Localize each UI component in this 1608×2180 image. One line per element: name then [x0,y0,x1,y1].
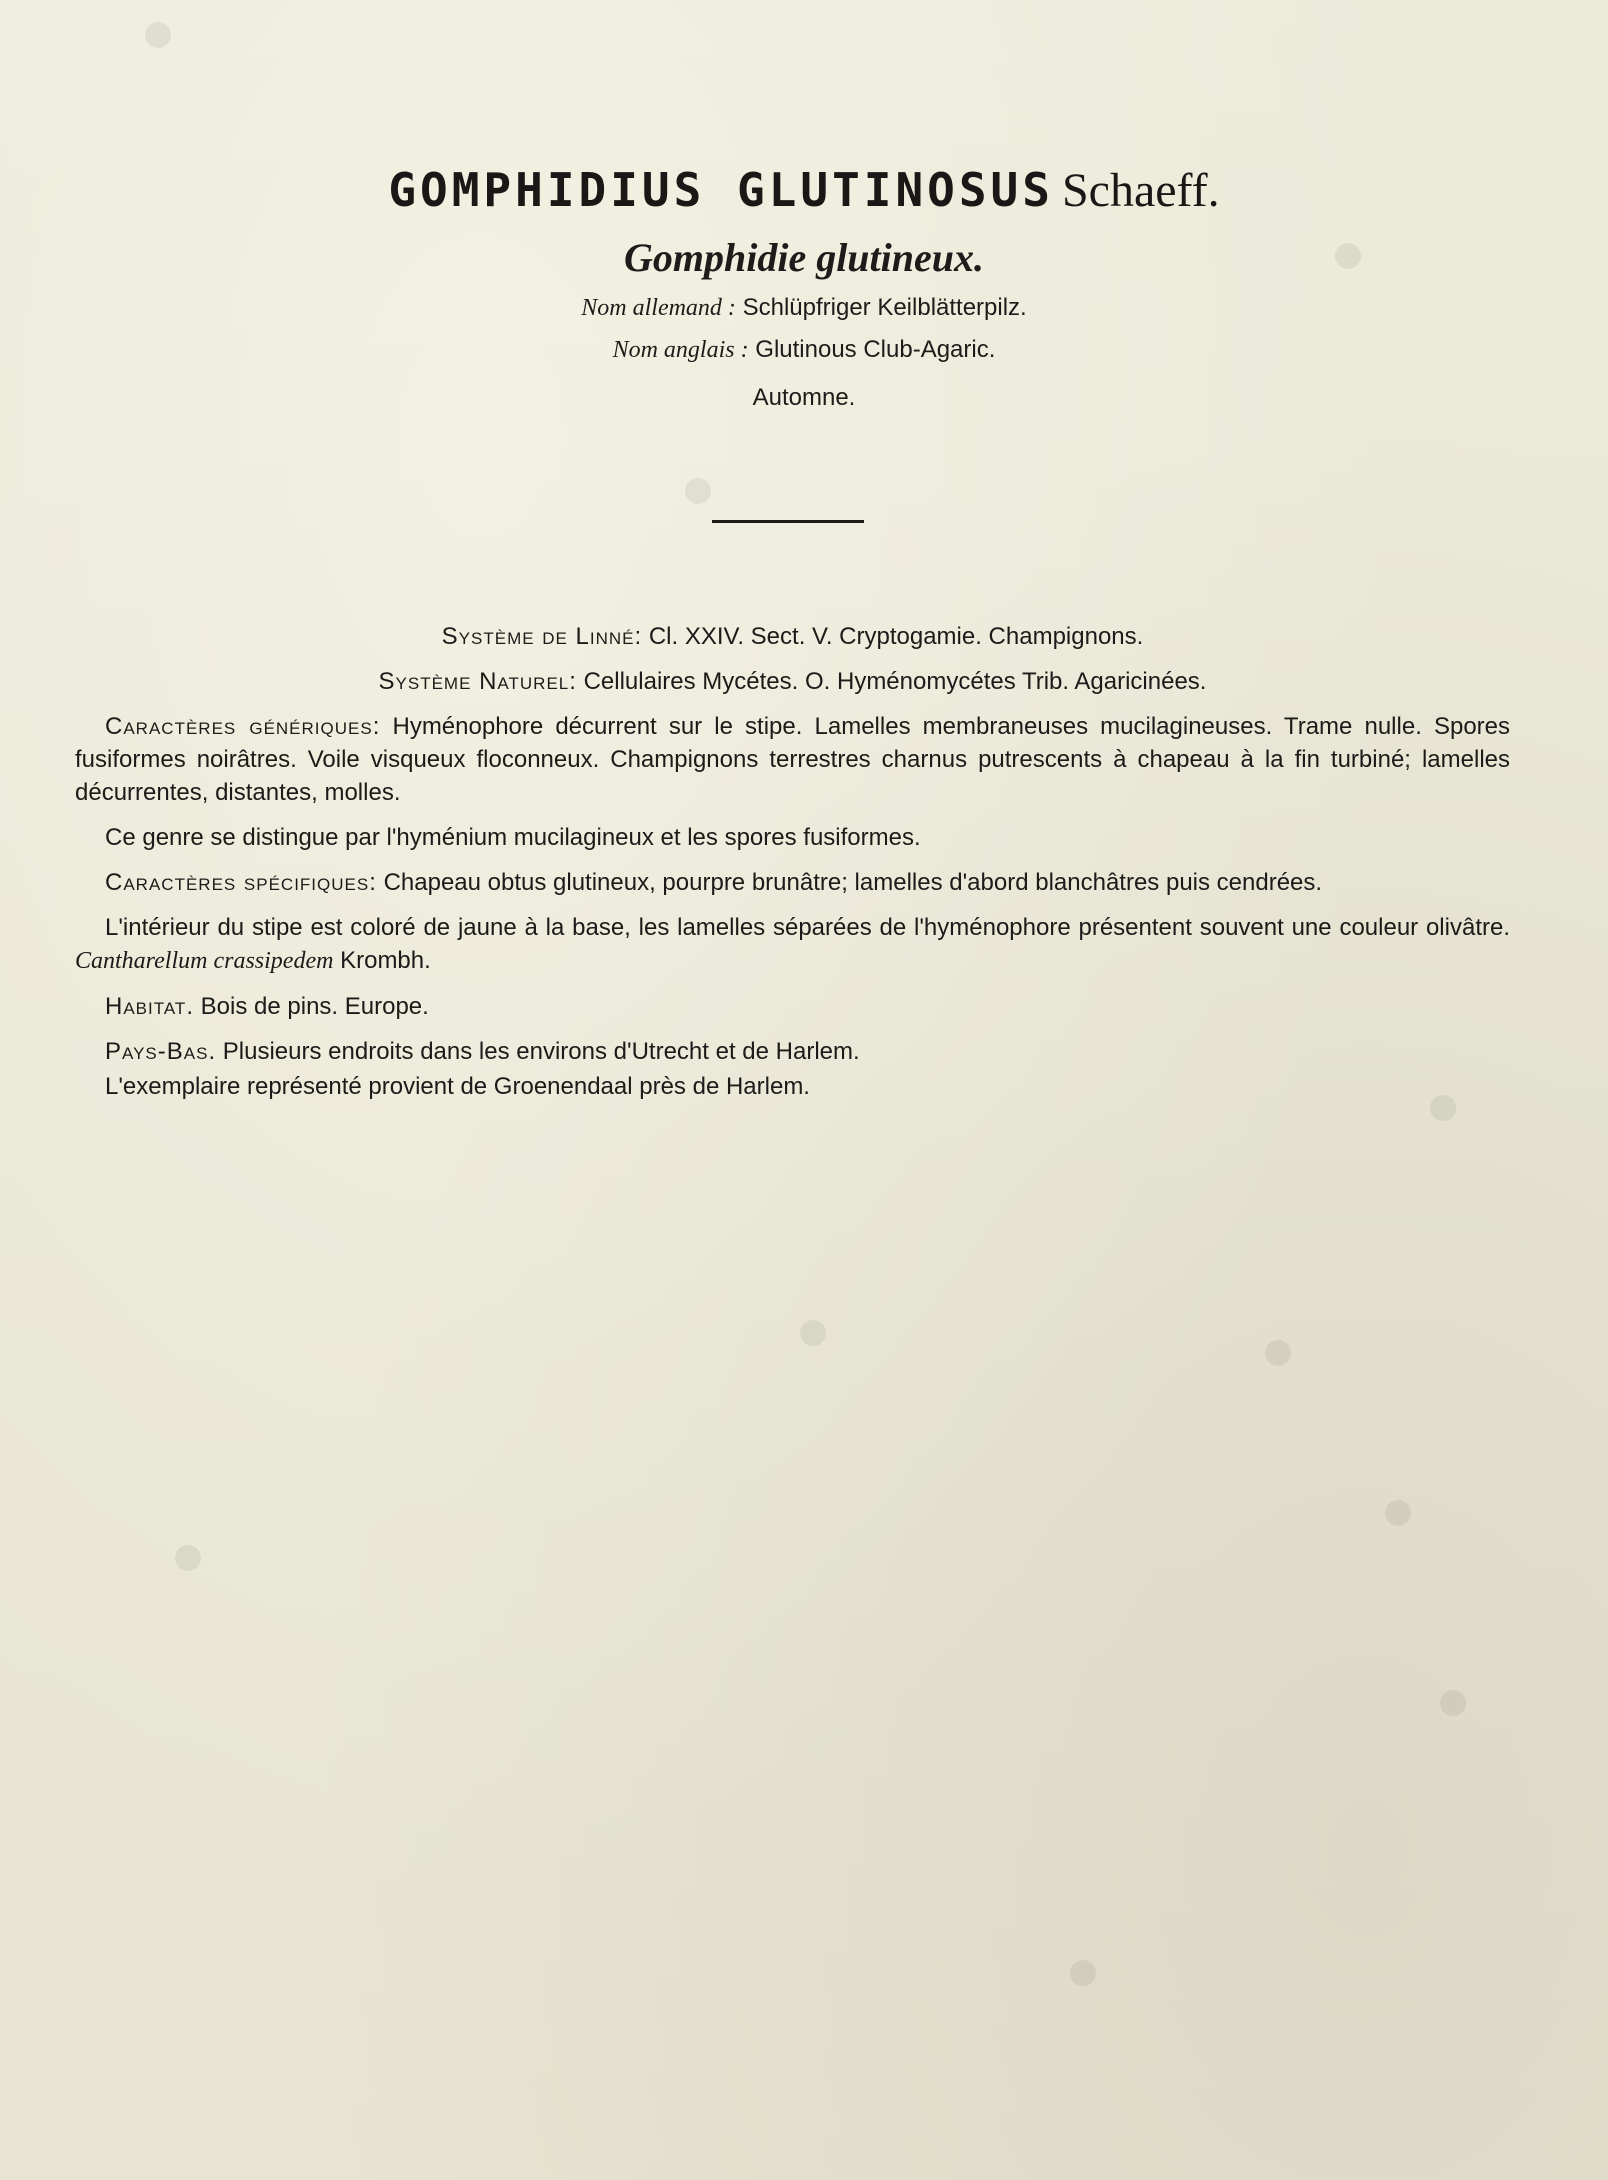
linne-label: Système de Linné: [441,623,643,650]
english-name-line [0,333,1608,367]
specific-characters [75,866,1510,899]
generiques-text: Hyménophore décurrent sur le stipe. Lamelles membraneuses mucilagineuses. Trame nulle. Spores fusiformes noirâtres. Voile visqueux floconneux. Champignons terrestres charnus putrescents à chapeau à la fin turbiné; lamelles décurrentes, distantes, molles. [75,713,1511,806]
paper-foxing-spot [685,478,711,504]
linne-text: Cl. XXIV. Sect. V. Cryptogamie. Champignons. [648,623,1144,650]
habitat-text: Bois de pins. Europe. [200,993,429,1020]
paper-foxing-spot [145,22,171,48]
english-name: Glutinous Club-Agaric. [755,336,996,363]
species-author: Schaeff. [1061,164,1220,217]
linne-system [75,620,1510,653]
genre-note: Ce genre se distingue par l'hyménium mucilagineux et les spores fusiformes. [105,824,921,851]
paysbas-text: Plusieurs endroits dans les environs d'Utrecht et de Harlem. [222,1038,860,1065]
species-name: GOMPHIDIUS GLUTINOSUS [388,163,1054,217]
generiques-label: Caractères génériques: [105,713,381,740]
paper-foxing-spot [800,1320,826,1346]
specifiques-text: Chapeau obtus glutineux, pourpre brunâtre; lamelles d'abord blanchâtres puis cendrées. [383,869,1323,896]
specimen-origin: L'exemplaire représenté provient de Groenendaal près de Harlem. [105,1073,810,1100]
description-body [75,620,1510,1115]
natural-system [75,665,1510,698]
synonym: Cantharellum crassipedem [75,948,334,974]
habitat-label: Habitat. [105,993,194,1020]
english-label: Nom anglais : [612,337,749,363]
paper-foxing-spot [1070,1960,1096,1986]
interior-note [75,911,1510,978]
section-divider [712,520,864,523]
paysbas-label: Pays-Bas. [105,1038,217,1065]
page-header [0,160,1608,415]
generic-characters [75,710,1510,809]
paper-foxing-spot [1440,1690,1466,1716]
german-name-line [0,291,1608,325]
interieur-text: L'intérieur du stipe est coloré de jaune à la base, les lamelles séparées de l'hyménophore présentent souvent une couleur olivâtre. [105,914,1510,941]
naturel-label: Système Naturel: [378,668,577,695]
paper-foxing-spot [175,1545,201,1571]
paper-foxing-spot [1265,1340,1291,1366]
season: Automne. [752,384,856,411]
german-label: Nom allemand : [581,295,736,321]
species-title [0,160,1608,221]
synonym-author: Krombh. [340,947,431,974]
naturel-text: Cellulaires Mycétes. O. Hyménomycétes Trib. Agaricinées. [583,668,1207,695]
netherlands-locations [75,1035,1510,1068]
german-name: Schlüpfriger Keilblätterpilz. [742,294,1027,321]
french-name: Gomphidie glutineux. [623,235,985,280]
paper-foxing-spot [1385,1500,1411,1526]
habitat [75,990,1510,1023]
specifiques-label: Caractères spécifiques: [105,869,377,896]
